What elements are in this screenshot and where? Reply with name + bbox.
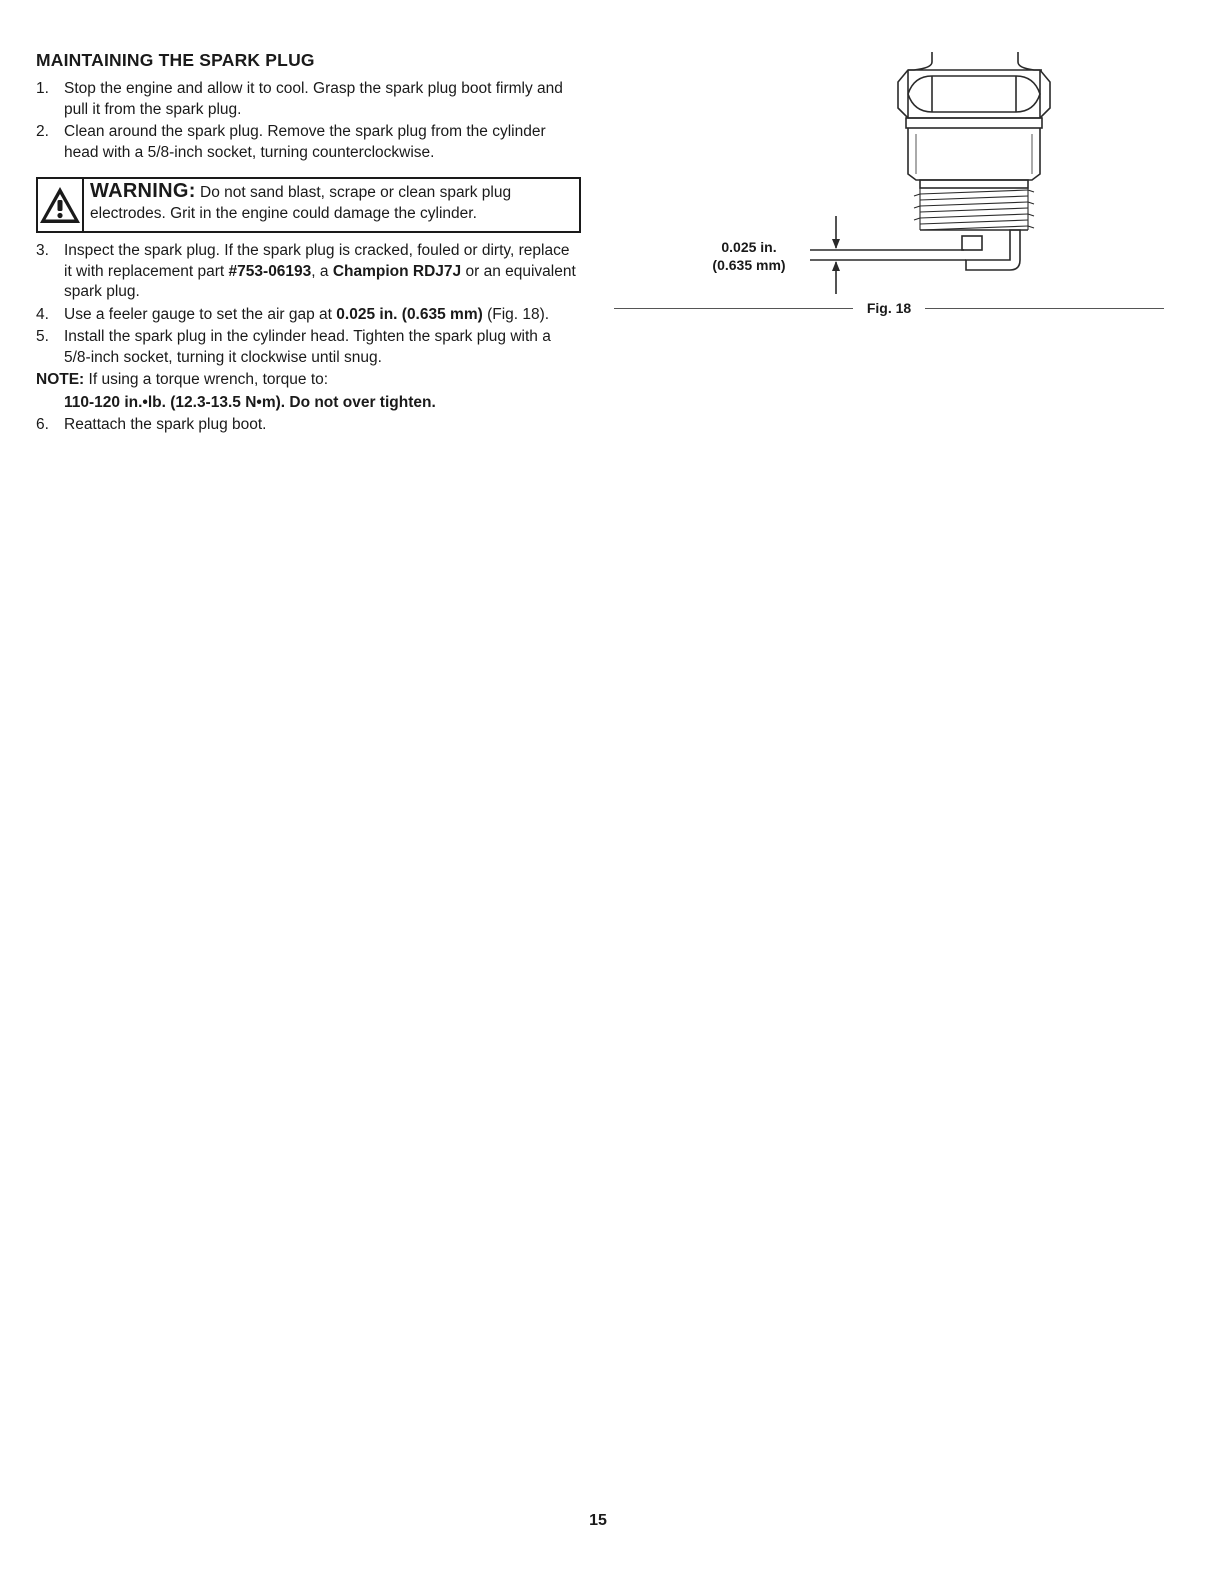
figure-18 [614,46,1164,326]
step-text: or an equivalent spark plug. [64,262,576,300]
note [36,370,581,391]
plug-shell [908,128,1040,180]
center-electrode [962,236,982,250]
step-text: Use a feeler gauge to set the air gap at [64,305,337,323]
warning-box [36,177,581,233]
steps-list-top [36,79,581,163]
instructions-column [36,50,581,438]
steps-list-bottom [36,241,581,368]
plug-gasket [920,180,1028,188]
torque-spec: 110-120 in.•lb. (12.3-13.5 N•m). Do not over tighten. [64,393,436,411]
steps-list-final [36,415,581,436]
spark-plug-brand: Champion RDJ7J [332,262,462,280]
warning-icon-cell [38,179,84,231]
figure-caption [614,300,1164,316]
step-2 [36,122,581,163]
air-gap-value: 0.025 in. (0.635 mm) [336,305,483,323]
step-number: 5. [36,328,49,345]
warning-label: WARNING: [90,180,196,202]
plug-hex-nut [898,70,1050,118]
step-1 [36,79,581,120]
note-text: If using a torque wrench, torque to: [88,371,329,388]
gap-label-inches: 0.025 in. [721,239,777,255]
page-number: 15 [589,1512,607,1529]
plug-threads [914,188,1034,230]
step-text: Clean around the spark plug. Remove the spark plug from the cylinder head with a 5/8-inch socket, turning counterclockwise. [64,123,546,161]
section-title: MAINTAINING THE SPARK PLUG [36,50,315,70]
step-number: 4. [36,305,49,323]
step-3 [36,241,581,303]
step-number: 3. [36,242,49,259]
figure-caption-text: Fig. 18 [866,300,912,316]
warning-text: Do not sand blast, scrape or clean spark plug electrodes. Grit in the engine could damage the cylinder. [90,184,512,222]
plug-collar [906,118,1042,128]
step-text: Install the spark plug in the cylinder head. Tighten the spark plug with a 5/8-inch socket, turning it clockwise until snug. [64,328,551,366]
step-4 [36,305,581,326]
warning-triangle-icon [38,185,82,225]
step-6 [36,415,581,436]
step-number: 2. [36,123,49,140]
gap-label-mm: (0.635 mm) [712,257,786,273]
gap-label [684,238,814,274]
caption-rule-left [614,308,853,309]
step-5 [36,327,581,368]
step-text: Stop the engine and allow it to cool. Grasp the spark plug boot firmly and pull it from the spark plug. [64,80,563,118]
plug-terminal [1018,52,1042,70]
step-text: , a [311,262,333,280]
step-text: (Fig. 18). [482,305,550,323]
step-text: Reattach the spark plug boot. [64,416,267,433]
warning-message [84,179,579,231]
step-number: 1. [36,80,49,97]
step-text: Inspect the spark plug. If the spark plug is cracked, fouled or dirty, replace it with replacement part [64,242,570,280]
part-number: #753-06193 [228,262,312,280]
plug-terminal [908,52,932,70]
caption-rule-right [925,308,1164,309]
step-number: 6. [36,416,49,433]
note-label: NOTE: [36,371,85,388]
